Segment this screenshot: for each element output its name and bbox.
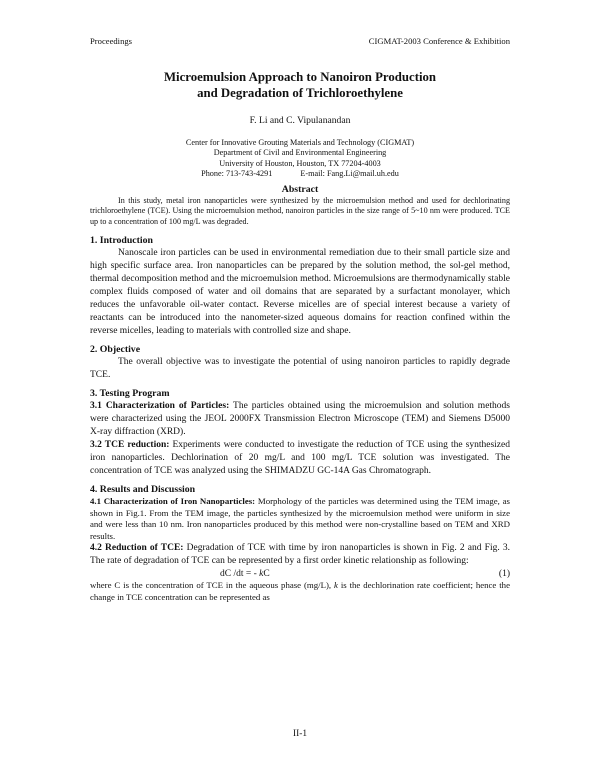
objective-text: The overall objective was to investigate the potential of using nanoiron particles to rapidly degrade TCE. [90, 357, 510, 381]
equation-1 [90, 568, 510, 580]
abstract-heading: Abstract [281, 184, 319, 196]
subsection-4-1 [90, 496, 510, 542]
affiliation-phone: Phone: 713-743-4291 [201, 168, 273, 178]
affiliation-email: E-mail: Fang.Li@mail.uh.edu [300, 168, 399, 178]
subsection-3-2-label: 3.2 TCE reduction: [90, 440, 170, 451]
paper-content [90, 70, 510, 604]
authors: F. Li and C. Vipulanandan [249, 115, 351, 126]
equation-number: (1) [498, 569, 510, 580]
explanation-part-2: is the dechlorination rate coefficient; hence the change in TCE concentration can be represented as [90, 580, 510, 603]
subsection-4-2-text: Degradation of TCE with time by iron nanoparticles is shown in Fig. 2 and Fig. 3. The rate of degradation of TCE can be represented by a first order kinetic relationship as following: [90, 543, 510, 567]
subsection-3-1-label: 3.1 Characterization of Particles: [90, 401, 230, 412]
equation-explanation [90, 580, 510, 603]
page-number: II-1 [292, 729, 308, 739]
subsection-3-2-text: Experiments were conducted to investigate the reduction of TCE using the synthesized iron nanoparticles. Dechlorination of 20 mg/L and 100 mg/L TCE solution was investigated. The concentration of TCE was analyzed using the SHIMADZU GC-14A Gas Chromatograph. [90, 440, 510, 477]
affiliation-center: Center for Innovative Grouting Materials and Technology (CIGMAT) [185, 138, 415, 147]
affiliation-contact [90, 169, 510, 179]
subsection-3-1-text: The particles obtained using the microemulsion and solution methods were characterized using the JEOL 2000FX Transmission Electron Microscope (TEM) and Siemens D5000 X-ray diffraction (XRD). [90, 401, 510, 438]
equation-lhs: dC /dt = - [220, 569, 260, 580]
subsection-4-1-text: Morphology of the particles was determined using the TEM image, as shown in Fig.1. From the TEM image, the particles synthesized by the microemulsion method were uniform in size and were less than 10 nm. Iron nanoparticles produced by this method were non-crystalline based on TEM and XRD results. [90, 496, 510, 541]
paper-title [90, 70, 510, 101]
section-heading-testing-program: 3. Testing Program [90, 388, 170, 400]
section-heading-results: 4. Results and Discussion [90, 484, 196, 496]
title-line-1: Microemulsion Approach to Nanoiron Production [163, 70, 437, 84]
title-line-2: and Degradation of Trichloroethylene [197, 85, 403, 100]
section-heading-objective: 2. Objective [90, 344, 141, 356]
equation-c: C [263, 569, 270, 580]
header-conference: CIGMAT-2003 Conference & Exhibition [368, 36, 510, 46]
subsection-3-1 [90, 400, 510, 439]
header-proceedings: Proceedings [90, 36, 133, 46]
section-heading-introduction: 1. Introduction [90, 235, 153, 247]
abstract-text: In this study, metal iron nanoparticles were synthesized by the microemulsion method and used for dechlorinating trichloroethylene (TCE). Using the microemulsion method, nanoiron particles in the size range of 5~10 nm were produced. TCE up to a concentration of 100 mg/L was degraded. [90, 196, 510, 226]
affiliation-department: Department of Civil and Environmental Engineering [213, 148, 387, 158]
subsection-4-2-label: 4.2 Reduction of TCE: [90, 543, 184, 554]
running-header [90, 36, 510, 46]
introduction-text: Nanoscale iron particles can be used in environmental remediation due to their small particle size and high specific surface area. Iron nanoparticles can be prepared by the solution method, the sol-gel method, thermal decomposition method and the microemulsion method. Microemulsions are thermodynamically stable complex fluids composed of water and oil domains that are separated by a surfactant monolayer, which reduces the unfavorable oil-water contact. Reverse micelles are of special interest because a variety of reactants can be introduced into the nanometer-sized aqueous domains for reaction confined within the reverse micelles, leading to materials with controlled size and shape. [90, 248, 510, 337]
equation-k: k [259, 569, 264, 580]
affiliation-university: University of Houston, Houston, TX 77204-4003 [219, 158, 381, 168]
subsection-4-2 [90, 542, 510, 568]
explanation-k: k [334, 580, 338, 591]
explanation-part-1: where C is the concentration of TCE in the aqueous phase (mg/L), [90, 580, 335, 591]
subsection-4-1-label: 4.1 Characterization of Iron Nanoparticles: [90, 496, 256, 507]
subsection-3-2 [90, 439, 510, 478]
affiliation [90, 138, 510, 179]
equation-expression [220, 568, 270, 580]
